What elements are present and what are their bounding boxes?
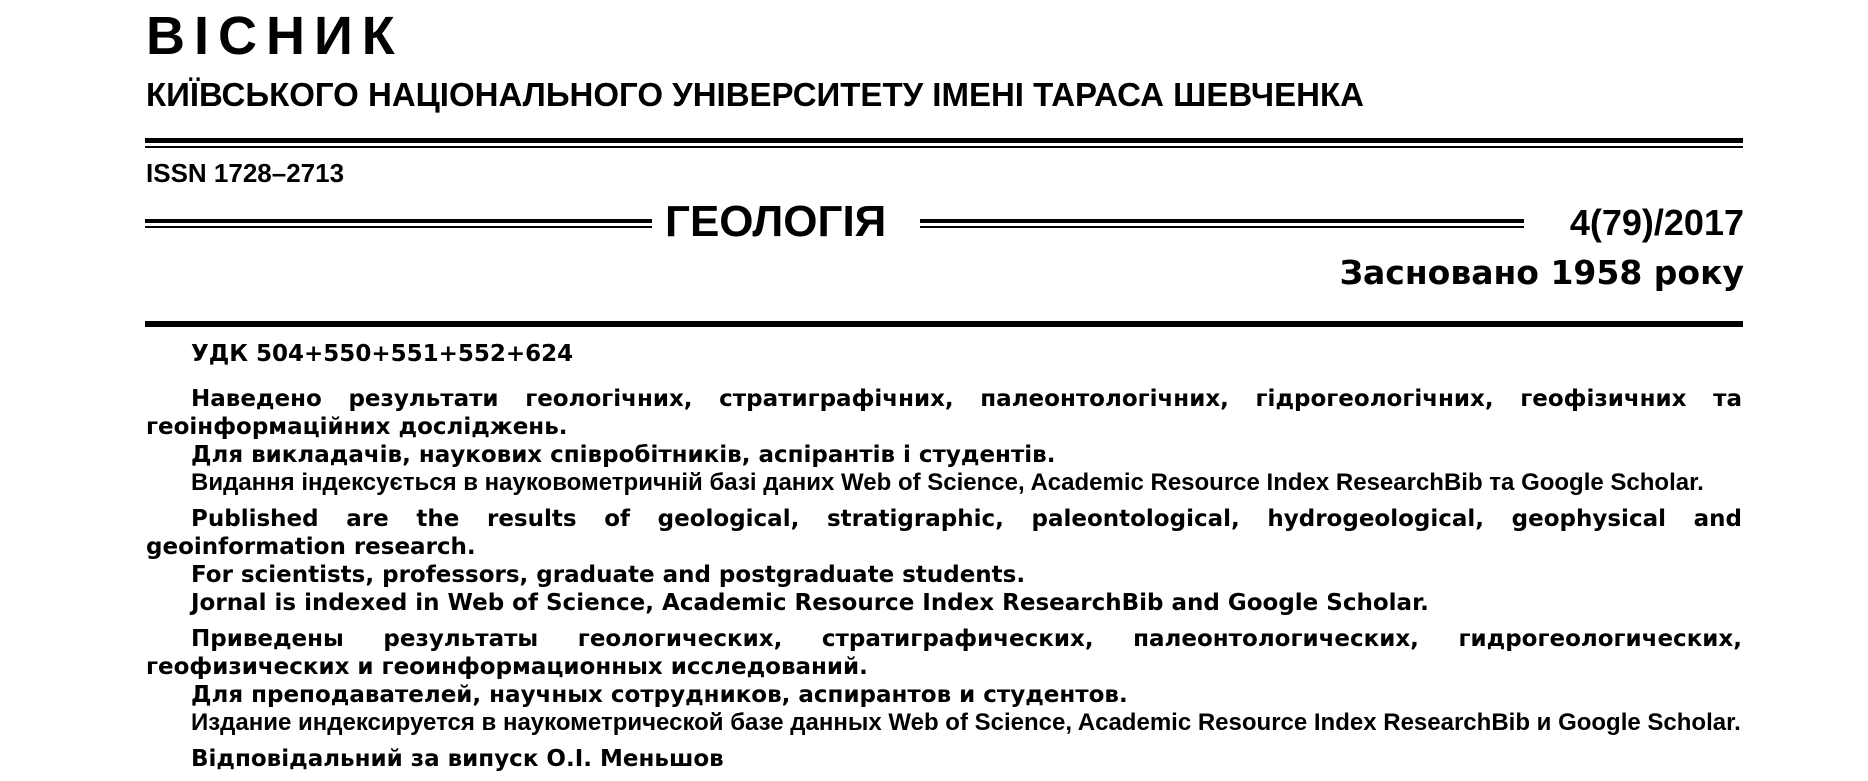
content-rule xyxy=(145,321,1743,327)
issue-number: 4(79)/2017 xyxy=(1569,202,1744,243)
header-rule-thin xyxy=(145,146,1743,148)
series-rule-right-thin xyxy=(920,226,1524,228)
responsible-editor: Відповідальний за випуск О.І. Меньшов xyxy=(191,746,724,772)
ua-indexed: Видання індексується в науковометричній базі даних Web of Science, Academic Resource Index ResearchBib та Google Scholar. xyxy=(191,469,1704,496)
journal-title: ВІСНИК xyxy=(146,6,404,66)
en-indexed: Jornal is indexed in Web of Science, Academic Resource Index ResearchBib and Google Scholar. xyxy=(191,590,1429,616)
en-results: Published are the results of geological, stratigraphic, paleontological, hydrogeological, geophysical and geoinformation research. xyxy=(146,506,1742,560)
udk-block xyxy=(146,340,1742,368)
ru-block xyxy=(146,625,1742,737)
udk-code: УДК 504+550+551+552+624 xyxy=(191,341,574,367)
issn: ISSN 1728–2713 xyxy=(146,158,345,188)
ua-block xyxy=(146,385,1742,497)
en-audience: For scientists, professors, graduate and postgraduate students. xyxy=(191,562,1026,588)
en-block xyxy=(146,505,1742,617)
series-rule-right-thick xyxy=(920,219,1524,223)
ru-results: Приведены результаты геологических, стратиграфических, палеонтологических, гидрогеологических, геофизических и геоинформационных исследований. xyxy=(146,626,1742,680)
series-rule-left-thick xyxy=(145,219,652,223)
ua-audience: Для викладачів, наукових співробітників, аспірантів і студентів. xyxy=(191,442,1056,468)
ru-audience: Для преподавателей, научных сотрудников, аспирантов и студентов. xyxy=(191,682,1128,708)
ru-indexed: Издание индексируется в наукометрической базе данных Web of Science, Academic Resource Index ResearchBib и Google Scholar. xyxy=(191,709,1741,736)
founded-year: Засновано 1958 року xyxy=(1339,253,1744,292)
ua-results: Наведено результати геологічних, стратиграфічних, палеонтологічних, гідрогеологічних, геофізичних та геоінформаційних досліджень. xyxy=(146,386,1742,440)
header-rule-thick xyxy=(145,138,1743,143)
series-rule-left-thin xyxy=(145,226,652,228)
editor-block xyxy=(146,745,1742,773)
series-title: ГЕОЛОГІЯ xyxy=(665,197,887,246)
journal-subtitle: КИЇВСЬКОГО НАЦІОНАЛЬНОГО УНІВЕРСИТЕТУ ІМЕНІ ТАРАСА ШЕВЧЕНКА xyxy=(146,76,1364,113)
